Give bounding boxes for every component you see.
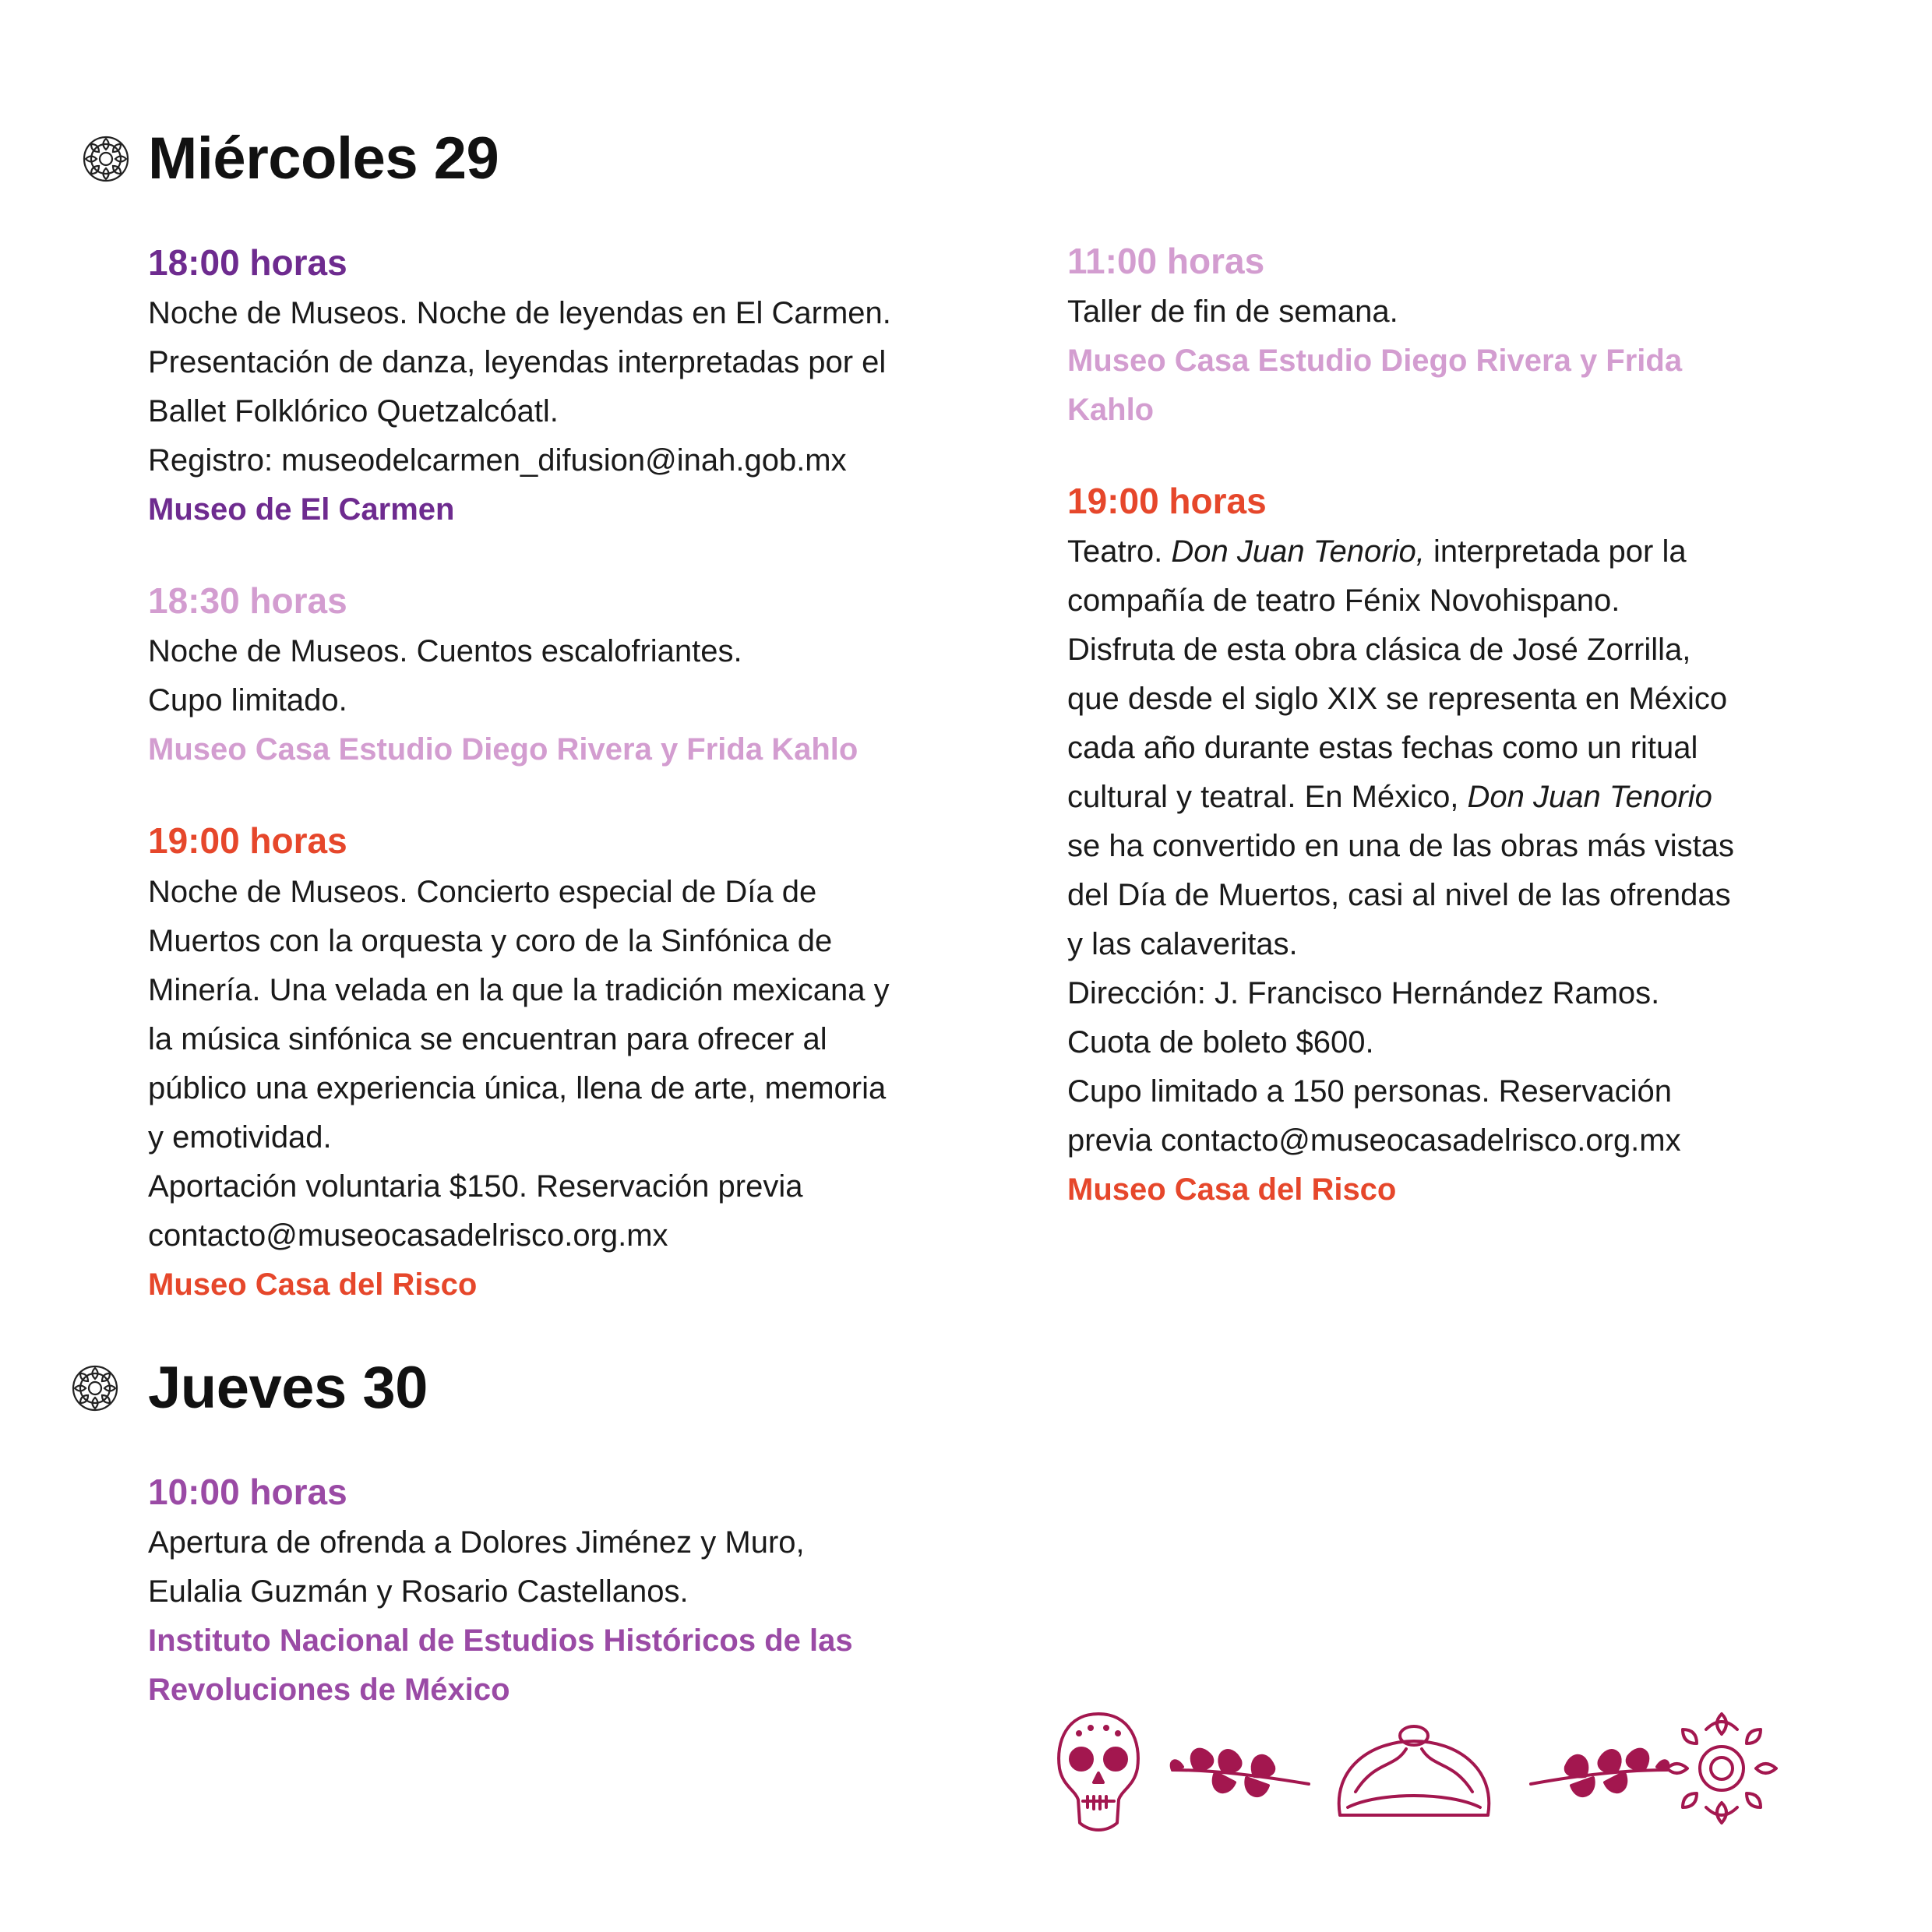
event-time: 10:00 horas [148,1472,347,1512]
event-line: Apertura de ofrenda a Dolores Jiménez y Muro, [148,1525,805,1560]
event-venue: Instituto Nacional de Estudios Históricos de las [148,1624,853,1659]
event-line: Ballet Folklórico Quetzalcóatl. [148,394,559,429]
sugar-skull-icon [1059,1714,1138,1830]
event-line: la música sinfónica se encuentran para ofrecer al [148,1021,827,1056]
day-title: Miércoles 29 [148,125,499,192]
event-line: se ha convertido en una de las obras más vistas [1067,829,1735,864]
event-line [1067,527,1893,576]
leaf-branch-icon [1531,1750,1668,1796]
event-line [1067,773,1893,822]
marigold-flower-icon [78,131,134,187]
event-line: Taller de fin de semana. [1067,294,1398,330]
right-column [1067,240,1893,1260]
event-time: 18:30 horas [148,580,347,622]
event-venue: Museo Casa Estudio Diego Rivera y Frida [1067,344,1683,379]
event-time: 19:00 horas [148,820,347,862]
event-line: y las calaveritas. [1067,927,1298,962]
event-1900-theatre [1067,480,1893,1215]
event-line: Dirección: J. Francisco Hernández Ramos. [1067,976,1660,1011]
event-line: compañía de teatro Fénix Novohispano. [1067,583,1620,619]
event-line: Registro: museodelcarmen_difusion@inah.gob.mx [148,443,847,478]
event-line: Noche de Museos. Noche de leyendas en El Carmen. [148,296,891,331]
event-line: Eulalia Guzmán y Rosario Castellanos. [148,1574,689,1609]
left-column-thursday [148,1471,974,1760]
event-line: Cupo limitado a 150 personas. Reservación [1067,1074,1672,1109]
event-venue: Museo Casa Estudio Diego Rivera y Frida Kahlo [148,732,858,767]
play-title: Don Juan Tenorio, [1171,534,1425,569]
play-title: Don Juan Tenorio [1467,780,1712,815]
event-line: Cuota de boleto $600. [1067,1025,1374,1060]
event-line: y emotividad. [148,1119,332,1155]
event-venue: Museo de El Carmen [148,492,455,527]
text-segment: interpretada por la [1424,534,1687,569]
event-1830 [148,580,974,774]
event-line: Cupo limitado. [148,683,347,718]
event-line: previa contacto@museocasadelrisco.org.mx [1067,1123,1681,1158]
day-heading-thursday [148,1355,428,1421]
event-1800 [148,242,974,534]
event-line: Aportación voluntaria $150. Reservación previa [148,1169,803,1204]
event-line: Noche de Museos. Cuentos escalofriantes. [148,634,742,669]
event-1000 [148,1471,974,1715]
event-line: del Día de Muertos, casi al nivel de las ofrendas [1067,878,1731,913]
day-heading-wednesday [148,125,499,192]
text-segment: cultural y teatral. En México, [1067,780,1468,815]
event-1900 [148,820,974,1309]
event-line: Muertos con la orquesta y coro de la Sinfónica de [148,923,833,958]
event-venue: Revoluciones de México [148,1673,510,1708]
event-line: Noche de Museos. Concierto especial de Día de [148,874,817,909]
marigold-flower-icon [67,1360,123,1416]
event-line: público una experiencia única, llena de arte, memoria [148,1070,887,1105]
event-line: Minería. Una velada en la que la tradición mexicana y [148,972,890,1007]
event-venue: Museo Casa del Risco [148,1267,478,1302]
event-venue: Museo Casa del Risco [1067,1172,1397,1208]
day-title: Jueves 30 [148,1355,428,1421]
event-line: Disfruta de esta obra clásica de José Zorrilla, [1067,633,1691,668]
event-time: 19:00 horas [1067,481,1267,522]
left-column [148,242,974,1355]
footer-decoration [1052,1698,1784,1839]
event-venue: Kahlo [1067,393,1155,428]
event-time: 11:00 horas [1067,241,1265,281]
marigold-flower-icon [1667,1714,1776,1823]
event-line: contacto@museocasadelrisco.org.mx [148,1218,668,1253]
event-line: cada año durante estas fechas como un ritual [1067,731,1698,766]
event-line: que desde el siglo XIX se representa en México [1067,682,1728,717]
pan-de-muerto-icon [1339,1726,1490,1815]
text-segment: Teatro. [1067,534,1172,569]
event-line: Presentación de danza, leyendas interpretadas por el [148,345,887,380]
leaf-branch-icon [1172,1750,1309,1796]
event-1100 [1067,240,1893,435]
event-time: 18:00 horas [148,242,347,283]
